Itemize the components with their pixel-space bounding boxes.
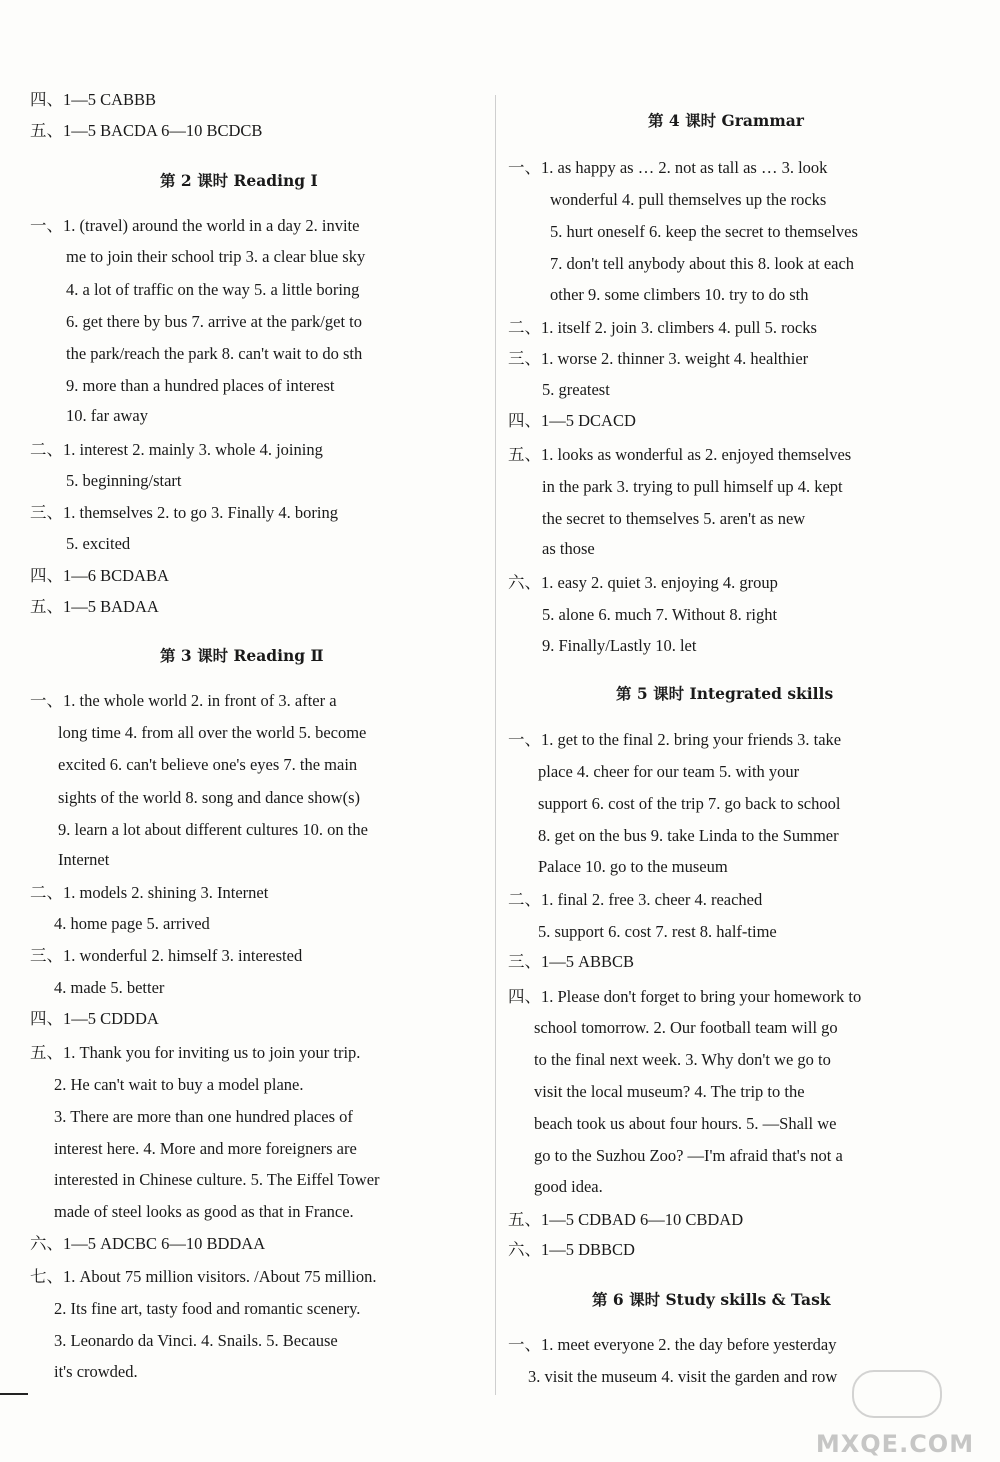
- answer-line: 五、1. Thank you for inviting us to join your trip.: [30, 1043, 361, 1062]
- section-heading: 第 5 课时 Integrated skills: [616, 684, 834, 703]
- answer-line: 4. home page 5. arrived: [54, 914, 210, 933]
- answer-line: 四、1—5 DCACD: [508, 411, 636, 430]
- answer-line: 三、1. worse 2. thinner 3. weight 4. healthier: [508, 349, 809, 368]
- answer-line: 一、1. the whole world 2. in front of 3. after a: [30, 691, 337, 710]
- answer-line: 一、1. get to the final 2. bring your friends 3. take: [508, 730, 842, 749]
- answer-line: wonderful 4. pull themselves up the rocks: [550, 190, 827, 209]
- answer-line: 5. beginning/start: [66, 471, 182, 490]
- answer-line: 2. He can't wait to buy a model plane.: [54, 1075, 304, 1094]
- page-edge-mark: [0, 1393, 28, 1395]
- answer-line: 5. support 6. cost 7. rest 8. half-time: [538, 922, 777, 941]
- answer-line: Palace 10. go to the museum: [538, 857, 728, 876]
- answer-line: me to join their school trip 3. a clear blue sky: [66, 247, 366, 266]
- answer-line: 五、1—5 BADAA: [30, 597, 159, 616]
- answer-line: 5. excited: [66, 534, 131, 553]
- answer-line: interest here. 4. More and more foreigners are: [54, 1139, 357, 1158]
- answer-line: 5. hurt oneself 6. keep the secret to themselves: [550, 222, 858, 241]
- answer-line: 4. a lot of traffic on the way 5. a little boring: [66, 280, 360, 299]
- answer-line: interested in Chinese culture. 5. The Eiffel Tower: [54, 1170, 380, 1189]
- answer-line: 一、1. as happy as … 2. not as tall as … 3. look: [508, 158, 828, 177]
- answer-line: 3. There are more than one hundred places of: [54, 1107, 353, 1126]
- answer-line: as those: [542, 539, 595, 558]
- answer-line: 一、1. (travel) around the world in a day 2. invite: [30, 216, 360, 235]
- answer-line: 9. Finally/Lastly 10. let: [542, 636, 697, 655]
- answer-line: 4. made 5. better: [54, 978, 165, 997]
- answer-line: 五、1. looks as wonderful as 2. enjoyed themselves: [508, 445, 852, 464]
- answer-line: school tomorrow. 2. Our football team will go: [534, 1018, 838, 1037]
- answer-line: excited 6. can't believe one's eyes 7. the main: [58, 755, 358, 774]
- answer-line: 2. Its fine art, tasty food and romantic scenery.: [54, 1299, 361, 1318]
- column-divider: [495, 95, 496, 1395]
- section-heading: 第 4 课时 Grammar: [648, 111, 804, 130]
- answer-line: 二、1. interest 2. mainly 3. whole 4. joining: [30, 440, 323, 459]
- answer-line: 四、1—6 BCDABA: [30, 566, 169, 585]
- watermark: [800, 1370, 990, 1458]
- section-heading: 第 2 课时 Reading Ⅰ: [160, 171, 318, 190]
- answer-line: 三、1—5 ABBCB: [508, 952, 635, 971]
- answer-line: 四、1. Please don't forget to bring your homework to: [508, 987, 862, 1006]
- answer-line: 10. far away: [66, 406, 149, 425]
- answer-line: 8. get on the bus 9. take Linda to the Summer: [538, 826, 839, 845]
- answer-line: go to the Suzhou Zoo? —I'm afraid that's not a: [534, 1146, 843, 1165]
- answer-line: made of steel looks as good as that in France.: [54, 1202, 354, 1221]
- answer-line: visit the local museum? 4. The trip to the: [534, 1082, 805, 1101]
- answer-line: 3. Leonardo da Vinci. 4. Snails. 5. Because: [54, 1331, 338, 1350]
- section-heading: 第 3 课时 Reading Ⅱ: [160, 646, 324, 665]
- answer-line: 四、1—5 CDDDA: [30, 1009, 159, 1028]
- answer-line: 3. visit the museum 4. visit the garden and row: [528, 1367, 838, 1386]
- answer-line: beach took us about four hours. 5. —Shall we: [534, 1114, 837, 1133]
- answer-line: 三、1. wonderful 2. himself 3. interested: [30, 946, 303, 965]
- answer-line: 9. learn a lot about different cultures 10. on the: [58, 820, 368, 839]
- answer-line: sights of the world 8. song and dance show(s): [58, 788, 360, 807]
- answer-line: 七、1. About 75 million visitors. /About 75 million.: [30, 1267, 377, 1286]
- answer-line: 六、1—5 ADCBC 6—10 BDDAA: [30, 1234, 266, 1253]
- section-heading: 第 6 课时 Study skills & Task: [592, 1290, 831, 1309]
- answer-line: 六、1. easy 2. quiet 3. enjoying 4. group: [508, 573, 778, 592]
- answer-line: long time 4. from all over the world 5. become: [58, 723, 367, 742]
- answer-line: 四、1—5 CABBB: [30, 90, 157, 109]
- answer-line: 一、1. meet everyone 2. the day before yesterday: [508, 1335, 837, 1354]
- watermark-text: MXQE.COM: [815, 1430, 975, 1458]
- answer-line: 二、1. models 2. shining 3. Internet: [30, 883, 269, 902]
- answer-line: 6. get there by bus 7. arrive at the park/get to: [66, 312, 362, 331]
- answer-line: it's crowded.: [54, 1362, 138, 1381]
- answer-line: good idea.: [534, 1177, 603, 1196]
- answer-line: 9. more than a hundred places of interest: [66, 376, 335, 395]
- answer-line: 三、1. themselves 2. to go 3. Finally 4. boring: [30, 503, 338, 522]
- answer-line: in the park 3. trying to pull himself up 4. kept: [542, 477, 843, 496]
- answer-line: place 4. cheer for our team 5. with your: [538, 762, 800, 781]
- watermark-seal-icon: [852, 1370, 942, 1418]
- answer-line: to the final next week. 3. Why don't we go to: [534, 1050, 831, 1069]
- answer-line: 五、1—5 BACDA 6—10 BCDCB: [30, 121, 263, 140]
- answer-line: 五、1—5 CDBAD 6—10 CBDAD: [508, 1210, 744, 1229]
- answer-line: other 9. some climbers 10. try to do sth: [550, 285, 809, 304]
- answer-line: 5. greatest: [542, 380, 610, 399]
- answer-line: support 6. cost of the trip 7. go back to school: [538, 794, 841, 813]
- answer-line: the secret to themselves 5. aren't as new: [542, 509, 806, 528]
- answer-line: Internet: [58, 850, 110, 869]
- answer-line: 二、1. itself 2. join 3. climbers 4. pull 5. rocks: [508, 318, 817, 337]
- answer-line: 7. don't tell anybody about this 8. look at each: [550, 254, 855, 273]
- answer-line: 5. alone 6. much 7. Without 8. right: [542, 605, 778, 624]
- answer-line: the park/reach the park 8. can't wait to do sth: [66, 344, 363, 363]
- answer-line: 六、1—5 DBBCD: [508, 1240, 635, 1259]
- answer-line: 二、1. final 2. free 3. cheer 4. reached: [508, 890, 763, 909]
